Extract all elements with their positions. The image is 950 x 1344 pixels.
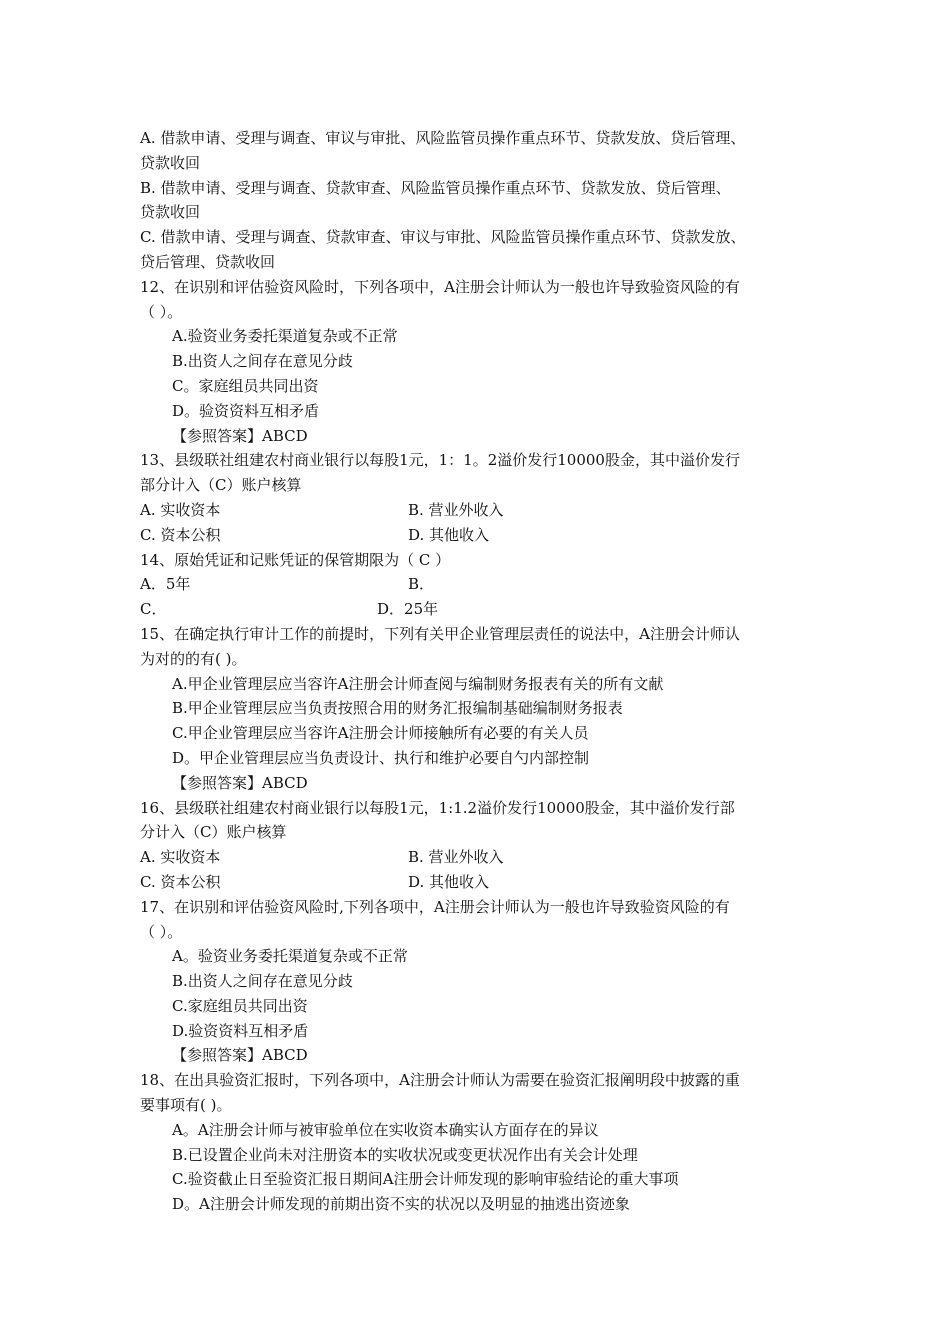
q16-option-a: A. 实收资本 [140,848,221,867]
q18-stem-line-1: 18、在出具验资汇报时，下列各项中，A注册会计师认为需要在验资汇报阐明段中披露的重 [140,1071,740,1090]
q12-option-a: A.验资业务委托渠道复杂或不正常 [172,327,398,346]
q13-option-a: A. 实收资本 [140,500,221,519]
q14-option-c: C． [140,600,167,619]
q11-option-b-line-1: B. 借款申请、受理与调查、贷款审查、风险监管员操作重点环节、贷款发放、贷后管理、 [140,178,731,197]
q18-option-c: C.验资截止日至验资汇报日期间A注册会计师发现的影响审验结论的重大事项 [172,1170,679,1189]
q11-option-a-line-2: 贷款收回 [140,153,201,172]
q17-option-d: D.验资资料互相矛盾 [172,1021,309,1040]
q15-option-b: B.甲企业管理层应当负责按照合用的财务汇报编制基础编制财务报表 [172,699,623,718]
q14-stem: 14、原始凭证和记账凭证的保管期限为（ C ） [140,550,451,569]
q16-option-c: C. 资本公积 [140,872,221,891]
document-body [140,126,830,1217]
q18-option-d: D。A注册会计师发现的前期出资不实的状况以及明显的抽逃出资迹象 [172,1195,630,1214]
q15-option-c: C.甲企业管理层应当容许A注册会计师接触所有必要的有关人员 [172,724,589,743]
q16-option-b: B. 营业外收入 [408,848,504,867]
q12-answer: 【参照答案】ABCD [172,426,308,445]
q14-option-a: A．5年 [140,575,191,594]
q12-stem-line-1: 12、在识别和评估验资风险时，下列各项中，A注册会计师认为一般也许导致验资风险的有 [140,277,740,296]
q11-option-c-line-2: 贷后管理、贷款收回 [140,252,276,271]
q12-option-d: D。验资资料互相矛盾 [172,401,320,420]
q15-option-d: D。甲企业管理层应当负责设计、执行和维护必要自勺内部控制 [172,748,590,767]
q13-options-row-2 [140,523,830,548]
q16-options-row-1 [140,845,830,870]
q16-option-d: D. 其他收入 [408,872,490,891]
q17-stem-line-1: 17、在识别和评估验资风险时,下列各项中，A注册会计师认为一般也许导致验资风险的有 [140,897,730,916]
q13-option-c: C. 资本公积 [140,525,221,544]
q17-option-a: A。验资业务委托渠道复杂或不正常 [172,947,408,966]
q13-stem-line-2: 部分计入（C）账户核算 [140,476,302,495]
q18-option-b: B.已设置企业尚未对注册资本的实收状况或变更状况作出有关会计处理 [172,1145,638,1164]
q14-options-row-1 [140,572,830,597]
q13-stem-line-1: 13、县级联社组建农村商业银行以每股1元，1：1。2溢价发行10000股金，其中溢价发行 [140,451,740,470]
q14-options-row-2 [140,597,830,622]
q11-option-b-line-2: 贷款收回 [140,203,201,222]
q11-option-a-line-1: A. 借款申请、受理与调查、审议与审批、风险监管员操作重点环节、贷款发放、贷后管理、 [140,129,746,147]
q14-option-d: D．25年 [377,600,439,619]
q16-options-row-2 [140,870,830,895]
q15-answer: 【参照答案】ABCD [172,773,308,792]
q13-option-b: B. 营业外收入 [408,500,504,519]
q17-option-c: C.家庭组员共同出资 [172,996,308,1015]
q15-option-a: A.甲企业管理层应当容许A注册会计师查阅与编制财务报表有关的所有文献 [172,674,664,693]
q13-options-row-1 [140,498,830,523]
q14-option-b: B． [408,575,435,594]
q12-stem-line-2: （ ）。 [140,302,183,321]
q15-stem-line-1: 15、在确定执行审计工作的前提时，下列有关甲企业管理层责任的说法中，A注册会计师认 [140,624,740,643]
q15-stem-line-2: 为对的的有( )。 [140,649,247,668]
q17-answer: 【参照答案】ABCD [172,1046,308,1065]
q18-stem-line-2: 要事项有( )。 [140,1096,232,1115]
q17-stem-line-2: （ ）。 [140,922,183,941]
q12-option-b: B.出资人之间存在意见分歧 [172,352,353,371]
q11-option-c-line-1: C. 借款申请、受理与调查、贷款审查、审议与审批、风险监管员操作重点环节、贷款发放、 [140,228,746,247]
q16-stem-line-2: 分计入（C）账户核算 [140,823,287,842]
q13-option-d: D. 其他收入 [408,525,490,544]
q18-option-a: A。A注册会计师与被审验单位在实收资本确实认方面存在的异议 [172,1120,599,1139]
q12-option-c: C。家庭组员共同出资 [172,376,319,395]
q16-stem-line-1: 16、县级联社组建农村商业银行以每股1元，1:1.2溢价发行10000股金，其中溢价发行部 [140,798,735,817]
q17-option-b: B.出资人之间存在意见分歧 [172,972,353,991]
